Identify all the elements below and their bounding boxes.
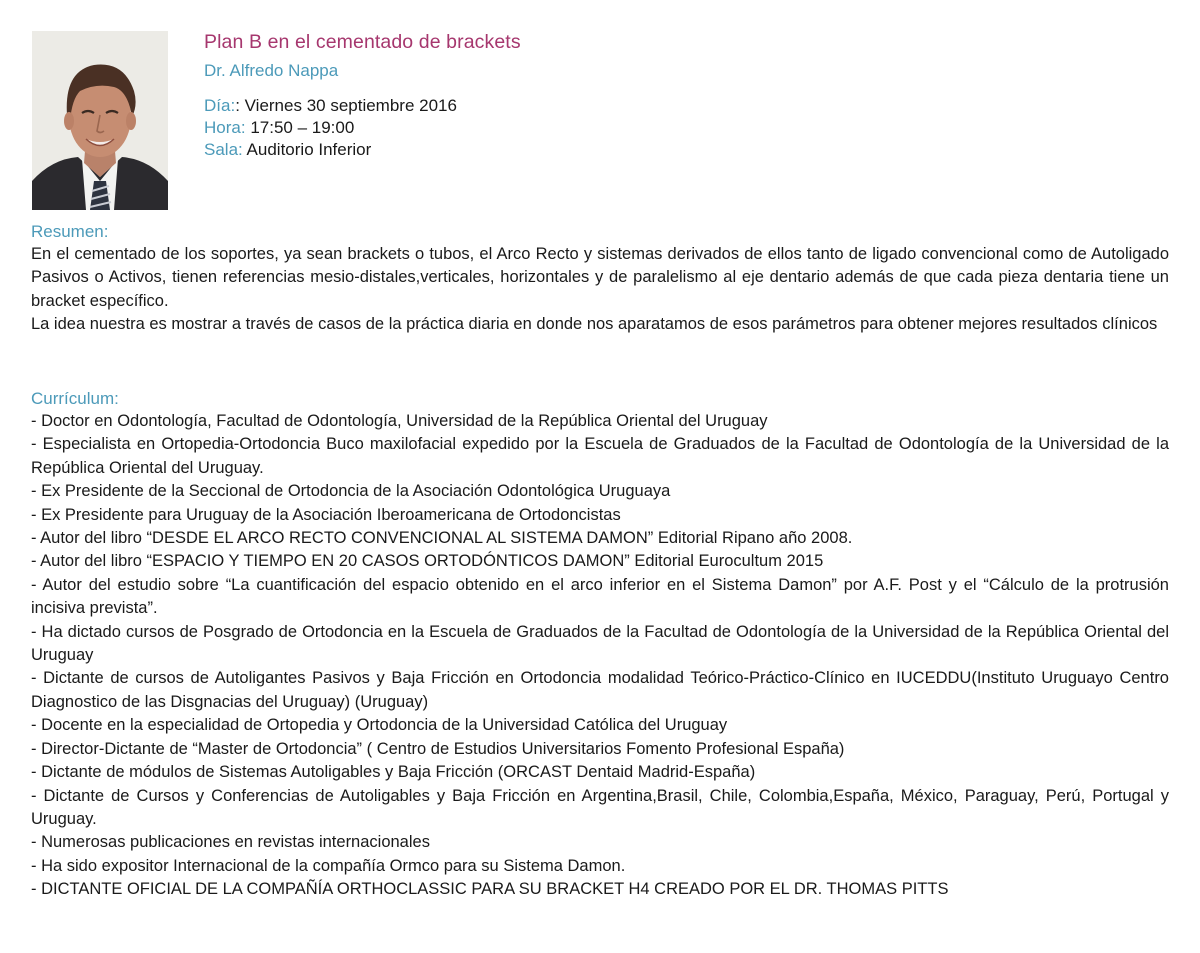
- curriculum-item: - Dictante de módulos de Sistemas Autoligables y Baja Fricción (ORCAST Dentaid Madrid-España): [31, 763, 756, 782]
- room-value: Auditorio Inferior: [246, 140, 372, 159]
- speaker-name: Dr. Alfredo Nappa: [204, 61, 339, 80]
- speaker-portrait-image: [32, 31, 168, 210]
- day-row: [204, 95, 1104, 117]
- day-label: Día:: [204, 96, 236, 115]
- speaker-photo: [32, 31, 168, 210]
- curriculum-item: - Ex Presidente para Uruguay de la Asociación Iberoamericana de Ortodoncistas: [31, 505, 621, 524]
- talk-header: [204, 30, 1104, 161]
- curriculum-item: - Dictante de Cursos y Conferencias de Autoligables y Baja Fricción en Argentina,Brasil, Chile, Colombia,España, México, Paraguay, Perú, Portugal y Uruguay.: [31, 786, 1169, 828]
- curriculum-item: - DICTANTE OFICIAL DE LA COMPAÑÍA ORTHOCLASSIC PARA SU BRACKET H4 CREADO POR EL DR. THOMAS PITTS: [31, 880, 949, 899]
- curriculum-section: [31, 387, 1169, 902]
- curriculum-item: - Ex Presidente de la Seccional de Ortodoncia de la Asociación Odontológica Uruguaya: [31, 482, 671, 501]
- curriculum-item: - Director-Dictante de “Master de Ortodoncia” ( Centro de Estudios Universitarios Fomento Profesional España): [31, 739, 845, 758]
- curriculum-item: - Especialista en Ortopedia-Ortodoncia Buco maxilofacial expedido por la Escuela de Graduados de la Facultad de Odontología de la Universidad de la República Oriental del Uruguay.: [31, 435, 1169, 477]
- session-details: [204, 95, 1104, 161]
- room-row: [204, 139, 1104, 161]
- day-value: : Viernes 30 septiembre 2016: [235, 96, 457, 115]
- curriculum-item: - Ha dictado cursos de Posgrado de Ortodoncia en la Escuela de Graduados de la Facultad de Odontología de la Universidad de la República Oriental del Uruguay: [31, 622, 1169, 665]
- summary-section: [31, 220, 1169, 337]
- time-label: Hora:: [204, 118, 246, 137]
- time-row: [204, 117, 1104, 139]
- curriculum-item: - Numerosas publicaciones en revistas internacionales: [31, 833, 430, 852]
- room-label: Sala:: [204, 140, 243, 159]
- time-value: 17:50 – 19:00: [250, 118, 355, 137]
- summary-paragraph: La idea nuestra es mostrar a través de casos de la práctica diaria en donde nos aparatamos de esos parámetros para obtener mejores resultados clínicos: [31, 315, 1158, 334]
- curriculum-heading: Currículum:: [31, 389, 119, 408]
- curriculum-item: - Ha sido expositor Internacional de la compañía Ormco para su Sistema Damon.: [31, 856, 626, 875]
- curriculum-item: - Autor del libro “ESPACIO Y TIEMPO EN 20 CASOS ORTODÓNTICOS DAMON” Editorial Eurocultum 2015: [31, 552, 824, 571]
- curriculum-item: - Autor del estudio sobre “La cuantificación del espacio obtenido en el arco inferior en el Sistema Damon” por A.F. Post y el “Cálculo de la protrusión incisiva prevista”.: [31, 575, 1169, 618]
- curriculum-item: - Docente en la especialidad de Ortopedia y Ortodoncia de la Universidad Católica del Uruguay: [31, 716, 728, 735]
- talk-title: Plan B en el cementado de brackets: [204, 31, 521, 53]
- curriculum-item: - Autor del libro “DESDE EL ARCO RECTO CONVENCIONAL AL SISTEMA DAMON” Editorial Ripano año 2008.: [31, 529, 853, 548]
- curriculum-item: - Doctor en Odontología, Facultad de Odontología, Universidad de la República Oriental del Uruguay: [31, 412, 768, 430]
- summary-heading: Resumen:: [31, 222, 109, 241]
- summary-paragraph: En el cementado de los soportes, ya sean brackets o tubos, el Arco Recto y sistemas derivados de ellos tanto de ligado convencional como de Autoligado Pasivos o Activos, tienen referencias mesio-distales,verticales, horizontales y de paralelismo al eje dentario además de que cada pieza dentaria tiene un bracket específico.: [31, 245, 1169, 310]
- curriculum-item: - Dictante de cursos de Autoligantes Pasivos y Baja Fricción en Ortodoncia modalidad Teórico-Práctico-Clínico en IUCEDDU(Instituto Uruguayo Centro Diagnostico de las Disgnacias del Uruguay) (Uruguay): [31, 669, 1169, 711]
